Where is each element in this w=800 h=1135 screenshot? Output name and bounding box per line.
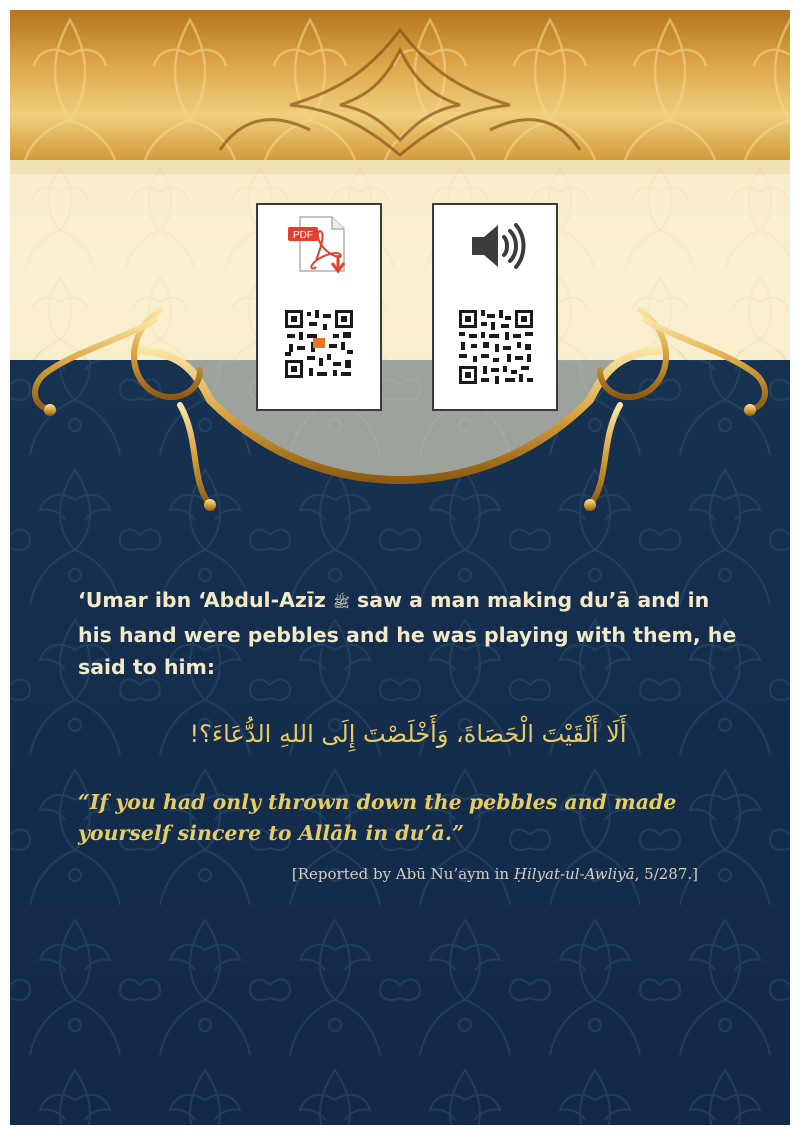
qr-code-audio[interactable] [457, 308, 535, 386]
pdf-download-card[interactable] [256, 203, 382, 411]
speaker-icon [468, 221, 526, 271]
narration-text [78, 584, 738, 683]
leaflet [10, 10, 790, 1125]
qr-center-logo [313, 338, 325, 348]
arabic-quote: أَلَا أَلْقَيْتَ الْحَصَاةَ، وَأَخْلَصْتَ إِلَى اللهِ الدُّعَاءَ؟! [189, 720, 627, 748]
hadith-text-block [78, 584, 738, 883]
reference-suffix: , 5/287.] [634, 865, 698, 883]
audio-card[interactable] [432, 203, 558, 411]
pdf-download-icon [286, 215, 356, 277]
qr-code-pdf[interactable] [283, 308, 355, 380]
gold-arch-frame [10, 10, 790, 530]
translation-text: “If you had only thrown down the pebbles and made yourself sincere to Allāh in du’ā.” [78, 790, 677, 845]
reference-work: Ḥilyat-ul-Awliyā [513, 865, 635, 883]
reference-citation [78, 865, 698, 883]
reference-prefix: [Reported by Abū Nu’aym in [291, 865, 510, 883]
narration-narrator: ‘Umar ibn ‘Abdul-Azīz [78, 588, 326, 612]
pdf-badge-label: PDF [293, 230, 313, 241]
honorific-glyph: ﷺ [332, 595, 350, 611]
narration-body: saw a man making du’ā and in his hand were pebbles and he was playing with them, he said to him: [78, 588, 737, 679]
